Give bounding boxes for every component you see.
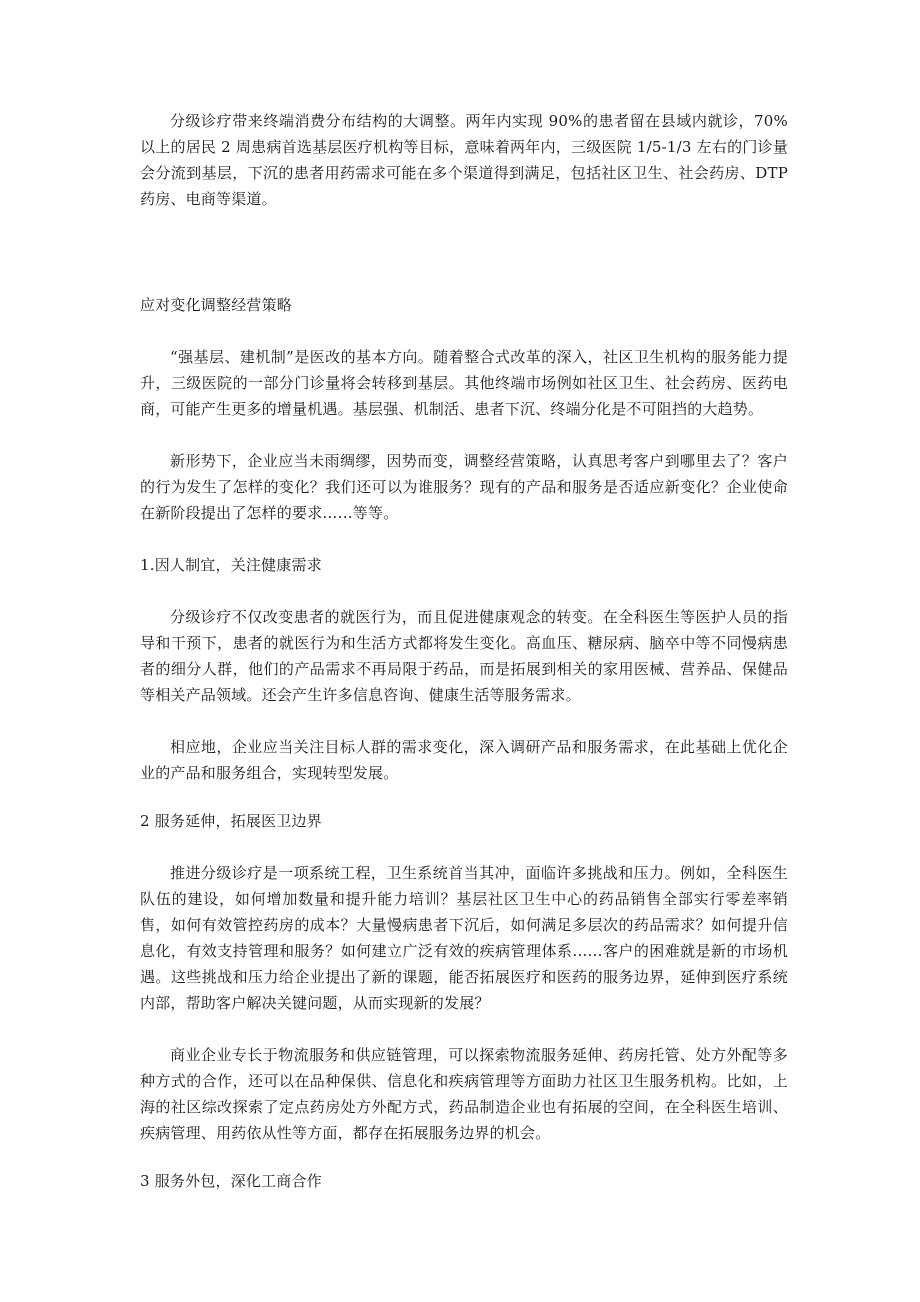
paragraph-product-optimization: 相应地，企业应当关注目标人群的需求变化，深入调研产品和服务需求，在此基础上优化企业的产品和服务组合，实现转型发展。 [140, 738, 788, 782]
paragraph-strengthen-grassroots: “强基层、建机制”是医改的基本方向。随着整合式改革的深入，社区卫生机构的服务能力提升，三级医院的一部分门诊量将会转移到基层。其他终端市场例如社区卫生、社会药房、医药电商，可能产生更多的增量机遇。基层强、机制活、患者下沉、终端分化是不可阻挡的大趋势。 [140, 348, 788, 418]
subheading-service-outsourcing: 3 服务外包，深化工商合作 [140, 1172, 322, 1190]
subheading-service-extension: 2 服务延伸，拓展医卫边界 [140, 812, 322, 830]
paragraph-health-concepts: 分级诊疗不仅改变患者的就医行为，而且促进健康观念的转变。在全科医生等医护人员的指导和干预下，患者的就医行为和生活方式都将发生变化。高血压、糖尿病、脑卒中等不同慢病患者的细分人群，他们的产品需求不再局限于药品，而是拓展到相关的家用医械、营养品、保健品等相关产品领域。还会产生许多信息咨询、健康生活等服务需求。 [140, 608, 788, 704]
document-page [140, 108, 788, 1194]
section-heading-strategy: 应对变化调整经营策略 [140, 296, 293, 314]
paragraph-system-challenges: 推进分级诊疗是一项系统工程，卫生系统首当其冲，面临许多挑战和压力。例如，全科医生队伍的建设，如何增加数量和提升能力培训？基层社区卫生中心的药品销售全部实行零差率销售，如何有效管控药房的成本？大量慢病患者下沉后，如何满足多层次的药品需求？如何提升信息化，有效支持管理和服务？如何建立广泛有效的疾病管理体系……客户的困难就是新的市场机遇。这些挑战和压力给企业提出了新的课题，能否拓展医疗和医药的服务边界，延伸到医疗系统内部，帮助客户解决关键问题，从而实现新的发展？ [140, 864, 788, 1012]
paragraph-new-situation: 新形势下，企业应当未雨绸缪，因势而变，调整经营策略，认真思考客户到哪里去了？客户的行为发生了怎样的变化？我们还可以为谁服务？现有的产品和服务是否适应新变化？企业使命在新阶段提出了怎样的要求……等等。 [140, 452, 788, 522]
subheading-health-needs: 1.因人制宜，关注健康需求 [140, 556, 322, 574]
paragraph-commercial-cooperation: 商业企业专长于物流服务和供应链管理，可以探索物流服务延伸、药房托管、处方外配等多种方式的合作，还可以在品种保供、信息化和疾病管理等方面助力社区卫生服务机构。比如，上海的社区综改探索了定点药房处方外配方式，药品制造企业也有拓展的空间，在全科医生培训、疾病管理、用药依从性等方面，都存在拓展服务边界的机会。 [140, 1046, 788, 1142]
paragraph-tiered-care-shift: 分级诊疗带来终端消费分布结构的大调整。两年内实现 90%的患者留在县域内就诊，70%以上的居民 2 周患病首选基层医疗机构等目标，意味着两年内，三级医院 1/5-1/3 左右的门诊量会分流到基层，下沉的患者用药需求可能在多个渠道得到满足，包括社区卫生、社会药房、DTP 药房、电商等渠道。 [140, 112, 788, 208]
